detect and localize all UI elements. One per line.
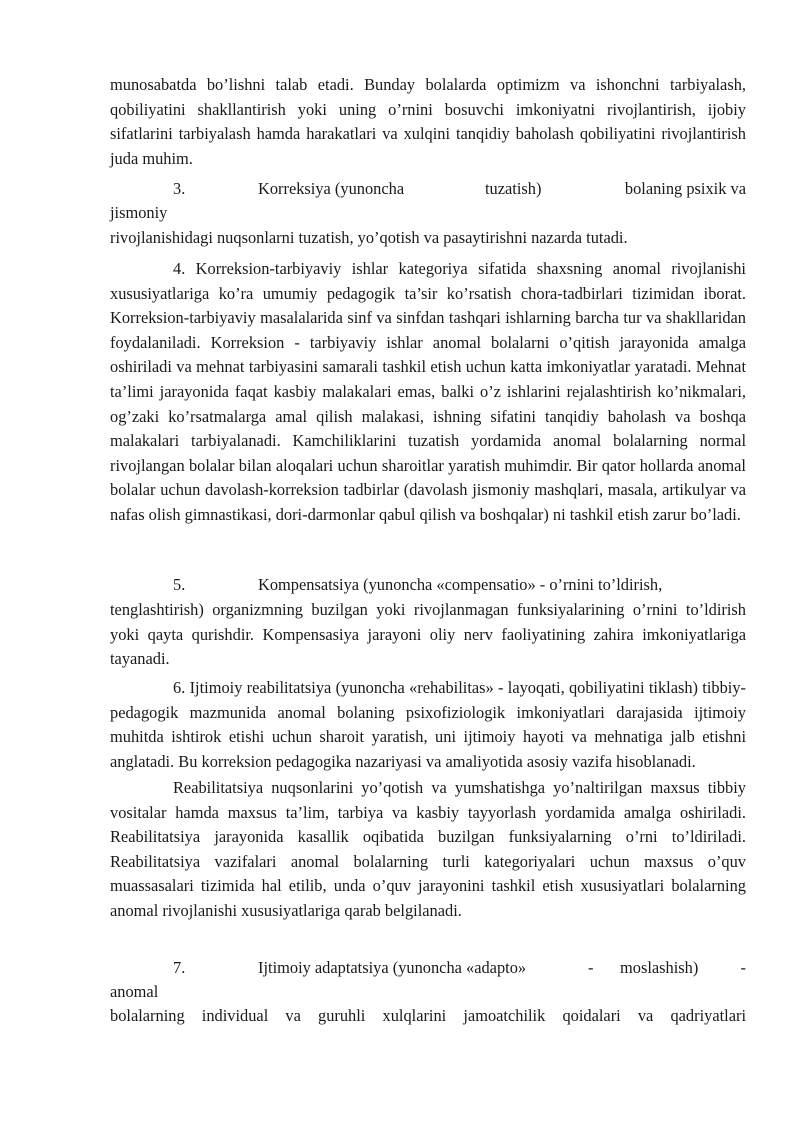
item-3-term: Korreksiya (yunoncha [258,179,405,198]
item-5-number: 5. [173,575,186,594]
item-7-term-meaning: moslashish) [620,958,699,977]
item-7-continuation: bolalarning individual va guruhli xulqlarini jamoatchilik qoidalari va qadriyatlari [110,1006,746,1025]
item-4-paragraph: 4. Korreksion-tarbiyaviy ishlar kategoriya sifatida shaxsning anomal rivojlanishi xususiyatlariga ko’ra umumiy pedagogik ta’sir ko’rsatish chora-tadbirlari tizimidan iborat. Korreksion-tarbiyaviy masalalarida sinf va sinfdan tashqari ishlarning barcha tur va shakllaridan foydalaniladi. Korreksion - tarbiyaviy ishlar anomal bolalarni o’qitish jarayonida amalga oshiriladi va mehnat tarbiyasini samarali tashkil etish uchun katta imkoniyatlar yaratadi. Mehnat ta’limi jarayonida faqat kasbiy malakalari emas, balki o’z ishlarini rejalashtirish ko’nikmalari, og’zaki ko’rsatmalarga amal qilish malakasi, ishning sifatini tanqidiy baholash va boshqa malakalari tarbiyalanadi. Kamchiliklarini tuzatish yordamida anomal bolalarning normal rivojlangan bolalar bilan aloqalari uchun sharoitlar yaratish muhimdir. Bir qator hollarda anomal bolalar uchun davolash-korreksion tadbirlar (davolash jismoniy mashqlari, masala, artikulyar va nafas olish gimnastikasi, dori-darmonlar qabul qilish va boshqalar) ni tashkil etish zarur bo’ladi. [110,259,746,524]
intro-paragraph: munosabatda bo’lishni talab etadi. Bunday bolalarda optimizm va ishonchni tarbiyalash, qobiliyatini shakllantirish yoki uning o’rnini bosuvchi imkoniyatni rivojlantirish, ijobiy sifatlarini tarbiyalash hamda harakatlari va xulqini tanqidiy baholash qobiliyatini rivojlantirish juda muhim. [110,75,746,168]
item-7-term: Ijtimoiy adaptatsiya (yunoncha «adapto» [258,958,527,977]
item-7-wrap-word: anomal [110,982,159,1001]
item-5-first-line: Kompensatsiya (yunoncha «compensatio» - o’rnini to’ldirish, [258,575,663,594]
item-7-number: 7. [173,958,186,977]
item-5-heading-row [110,573,746,598]
item-7-dash-2: - [740,958,746,977]
item-3-text-start: bolaning psixik va [624,179,746,198]
item-3-term-meaning: tuzatish) [485,179,542,198]
item-3-continuation: rivojlanishidagi nuqsonlarni tuzatish, yo’qotish va pasaytirishni nazarda tutadi. [110,228,628,247]
item-5-continuation: tenglashtirish) organizmning buzilgan yoki rivojlanmagan funksiyalarining o’rnini to’ldirish yoki qayta qurishdir. Kompensasiya jarayoni oliy nerv faoliyatining zahira imkoniyatlariga tayanadi. [110,600,746,669]
item-6-paragraph: 6. Ijtimoiy reabilitatsiya (yunoncha «rehabilitas» - layoqati, qobiliyatini tiklash) tibbiy-pedagogik mazmunida anomal bolaning psixofiziologik imkoniyatlari darajasida ijtimoiy muhitda ishtirok etishi uchun sharoit yaratish, uni ijtimoiy hayoti va mehnatiga jalb etishni anglatadi. Bu korreksion pedagogika nazariyasi va amaliyotida asosiy vazifa hisoblanadi. [110,678,746,771]
item-7-dash: - [588,958,594,977]
item-3-heading-row [110,177,746,202]
rehabilitation-paragraph: Reabilitatsiya nuqsonlarini yo’qotish va yumshatishga yo’naltirilgan maxsus tibbiy vositalar hamda maxsus ta’lim, tarbiya va kasbiy tayyorlash yordamida amalga oshiriladi. Reabilitatsiya jarayonida kasallik oqibatida buzilgan funksiyalarning o’rni to’ldiriladi. Reabilitatsiya vazifalari anomal bolalarning turli kategoriyalari uchun maxsus o’quv muassasalari tizimida hal etilib, unda o’quv jarayonini tashkil etish xususiyatlari bolalarning anomal rivojlanishi xususiyatlariga qarab belgilanadi. [110,778,746,920]
item-7-heading-row [110,956,746,981]
item-3-number: 3. [173,179,186,198]
item-3-wrap-word: jismoniy [110,203,168,222]
